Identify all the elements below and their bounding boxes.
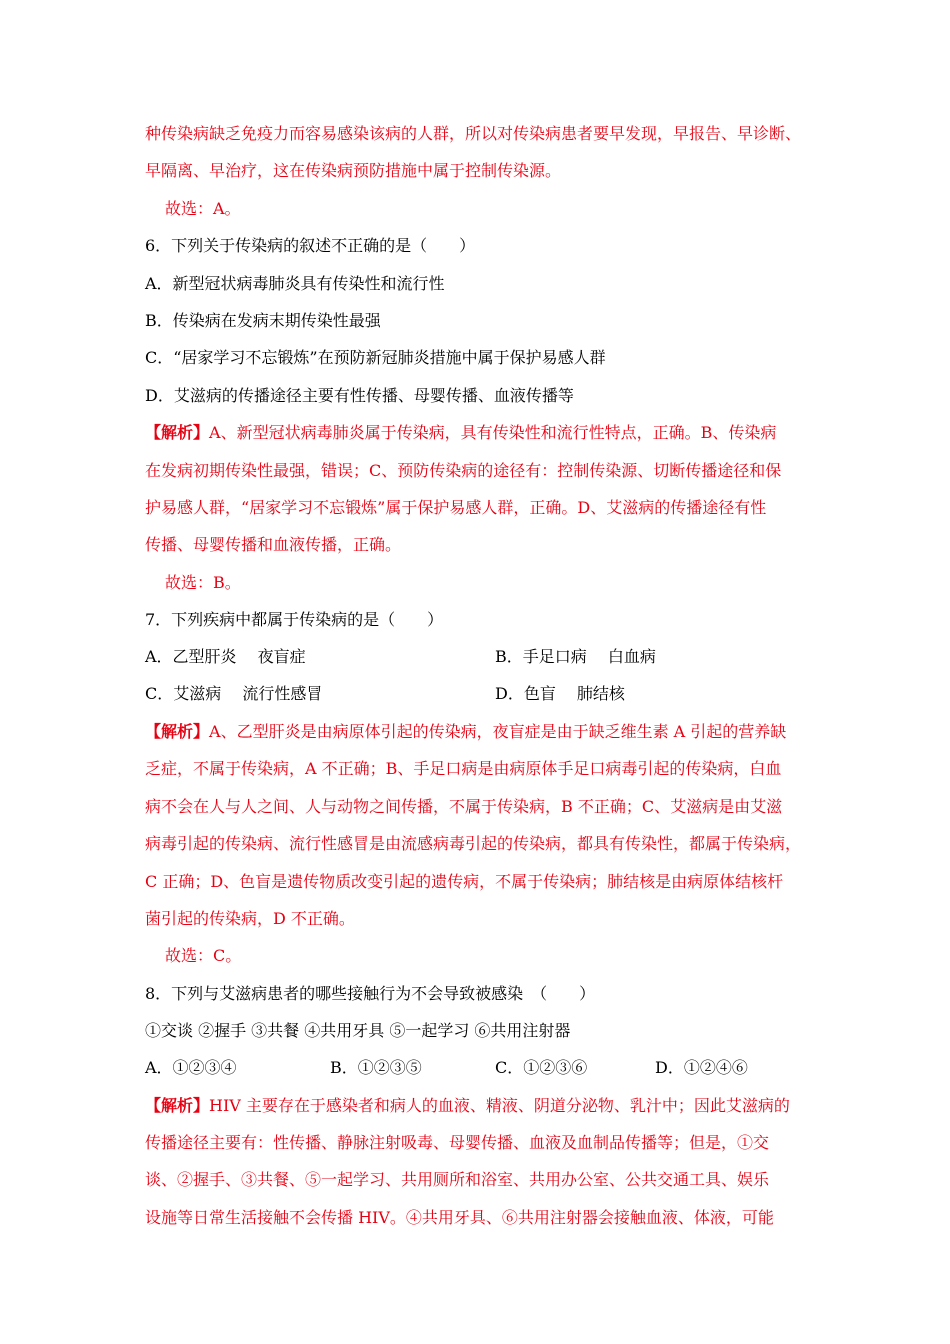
question-6-option-b: B．传染病在发病末期传染性最强	[145, 311, 381, 330]
analysis-line: 早隔离、早治疗，这在传染病预防措施中属于控制传染源。	[145, 161, 562, 180]
analysis-line: 病不会在人与人之间、人与动物之间传播，不属于传染病，B 不正确；C、艾滋病是由艾滋	[145, 797, 783, 816]
question-7-option-c: C．艾滋病 流行性感冒	[145, 684, 323, 703]
analysis-line: 菌引起的传染病，D 不正确。	[145, 909, 355, 928]
answer-line: 故选：A。	[165, 199, 241, 218]
analysis-line: 种传染病缺乏免疫力而容易感染该病的人群，所以对传染病患者要早发现，早报告、早诊断、	[145, 124, 802, 143]
question-7-stem: 7．下列疾病中都属于传染病的是（ ）	[145, 610, 444, 629]
analysis-line: 护易感人群，“居家学习不忘锻炼”属于保护易感人群，正确。D、艾滋病的传播途径有性	[145, 498, 767, 517]
question-6-option-c: C．“居家学习不忘锻炼”在预防新冠肺炎措施中属于保护易感人群	[145, 348, 606, 367]
analysis-tag: 【解析】	[145, 1096, 210, 1115]
analysis-tag: 【解析】	[145, 423, 210, 442]
question-8-stem: 8．下列与艾滋病患者的哪些接触行为不会导致被感染 （ ）	[145, 984, 596, 1003]
analysis-line: 谈、②握手、③共餐、⑤一起学习、共用厕所和浴室、共用办公室、公共交通工具、娱乐	[145, 1170, 770, 1189]
question-6-analysis	[145, 422, 815, 444]
question-8-analysis	[145, 1095, 815, 1117]
question-7-option-a: A．乙型肝炎 夜盲症	[145, 647, 306, 666]
question-6-stem: 6．下列关于传染病的叙述不正确的是（ ）	[145, 236, 476, 255]
analysis-line: 设施等日常生活接触不会传播 HIV。④共用牙具、⑥共用注射器会接触血液、体液，可能	[145, 1208, 774, 1227]
question-7-option-b: B．手足口病 白血病	[495, 647, 656, 666]
question-6-option-d: D．艾滋病的传播途径主要有性传播、母婴传播、血液传播等	[145, 386, 574, 405]
question-6-option-a: A．新型冠状病毒肺炎具有传染性和流行性	[145, 274, 445, 293]
question-8-items: ①交谈 ②握手 ③共餐 ④共用牙具 ⑤一起学习 ⑥共用注射器	[145, 1021, 571, 1040]
analysis-text: A、乙型肝炎是由病原体引起的传染病，夜盲症是由于缺乏维生素 A 引起的营养缺	[209, 722, 787, 741]
answer-line: 故选：C。	[165, 946, 242, 965]
analysis-line: 在发病初期传染性最强，错误；C、预防传染病的途径有：控制传染源、切断传播途径和保	[145, 461, 782, 480]
analysis-line: 传播、母婴传播和血液传播，正确。	[145, 535, 402, 554]
question-8-option-d: D．①②④⑥	[655, 1058, 748, 1077]
analysis-text: A、新型冠状病毒肺炎属于传染病，具有传染性和流行性特点，正确。B、传染病	[209, 423, 777, 442]
question-8-option-a: A．①②③④	[145, 1058, 237, 1077]
analysis-tag: 【解析】	[145, 722, 210, 741]
question-7-analysis	[145, 721, 815, 743]
analysis-text: HIV 主要存在于感染者和病人的血液、精液、阴道分泌物、乳汁中；因此艾滋病的	[209, 1096, 790, 1115]
question-7-option-d: D．色盲 肺结核	[495, 684, 625, 703]
analysis-line: 传播途径主要有：性传播、静脉注射吸毒、母婴传播、血液及血制品传播等；但是，①交	[145, 1133, 770, 1152]
question-8-option-c: C．①②③⑥	[495, 1058, 588, 1077]
analysis-line: 乏症，不属于传染病，A 不正确；B、手足口病是由病原体手足口病毒引起的传染病，白血	[145, 759, 782, 778]
answer-line: 故选：B。	[165, 573, 241, 592]
analysis-line: 病毒引起的传染病、流行性感冒是由流感病毒引起的传染病，都具有传染性，都属于传染病，	[145, 834, 802, 853]
question-8-option-b: B．①②③⑤	[330, 1058, 422, 1077]
analysis-line: C 正确；D、色盲是遗传物质改变引起的遗传病，不属于传染病；肺结核是由病原体结核杆	[145, 872, 784, 891]
